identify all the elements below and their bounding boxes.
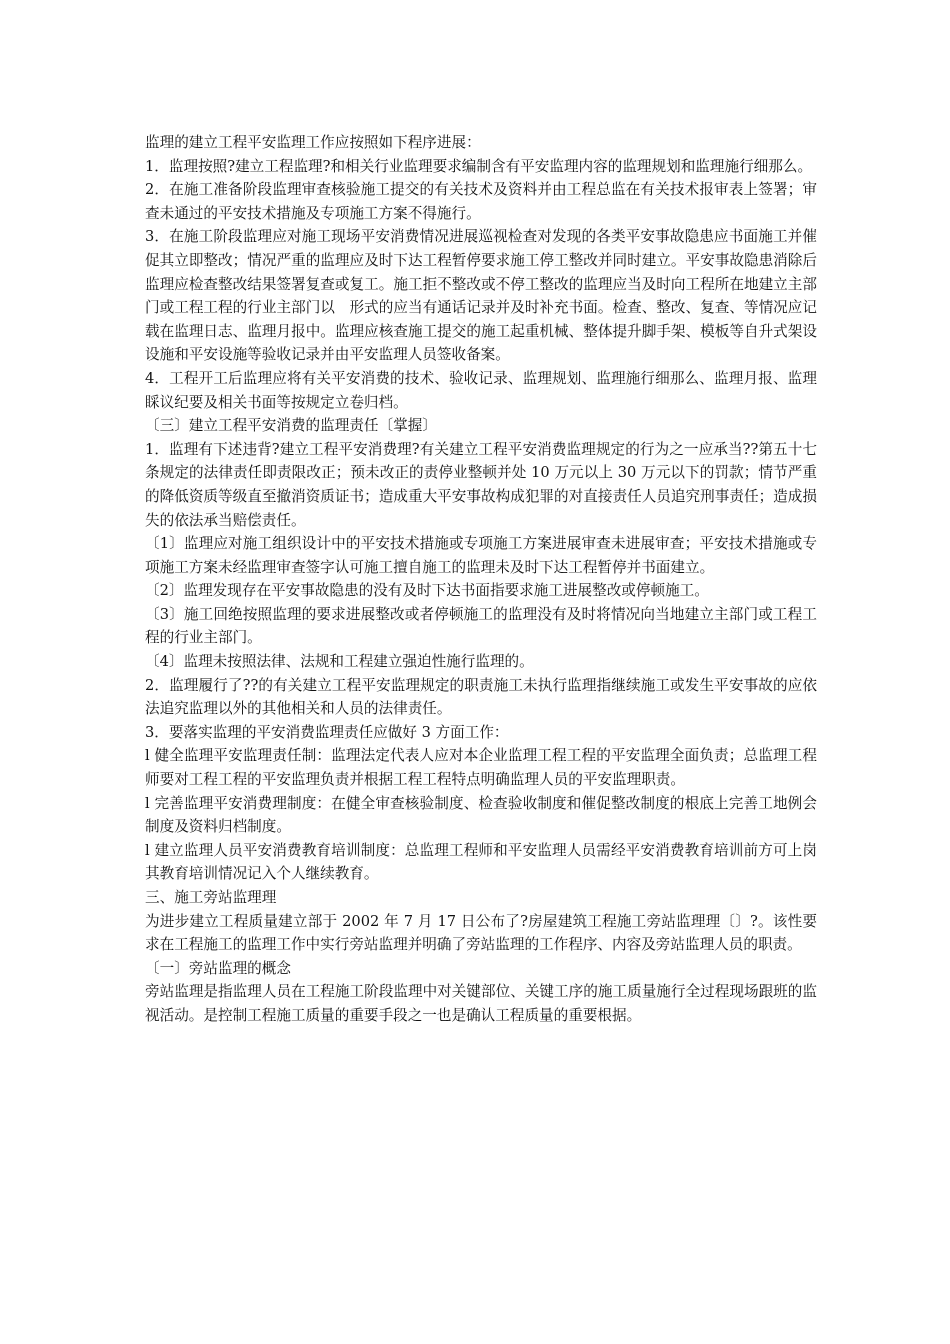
responsibility-item-2: 2．监理履行了??的有关建立工程平安监理规定的职责施工未执行监理指继续施工或发生平安事故的应依法追究监理以外的其他相关和人员的法律责任。 [145, 676, 817, 718]
section-heading-sidestation: 三、施工旁站监理理 [145, 889, 277, 906]
responsibility-subitem-1: 〔1〕监理应对施工组织设计中的平安技术措施或专项施工方案进展审查未进展审查；平安技术措施或专项施工方案未经监理审查签字认可施工擅自施工的监理未及时下达工程暂停并书面建立。 [145, 535, 817, 576]
responsibility-subitem-3: 〔3〕施工回绝按照监理的要求进展整改或者停顿施工的监理没有及时将情况向当地建立主部门或工程工程的行业主部门。 [145, 605, 817, 647]
intro-paragraph: 监理的建立工程平安监理工作应按照如下程序进展： [145, 134, 481, 151]
bullet-item-3: l 建立监理人员平安消费教育培训制度：总监理工程师和平安监理人员需经平安消费教育培训前方可上岗其教育培训情况记入个人继续教育。 [145, 841, 817, 883]
procedure-item-3: 3．在施工阶段监理应对施工现场平安消费情况进展巡视检查对发现的各类平安事故隐患应书面施工并催促其立即整改；情况严重的监理应及时下达工程暂停要求施工停工整改并同时建立。平安事故隐患消除后监理应检查整改结果签署复查或复工。施工拒不整改或不停工整改的监理应当及时向工程所在地建立主部门或工程工程的行业主部门以 形式的应当有通话记录并及时补充书面。检查、整改、复查、等情况应记载在监理日志、监理月报中。监理应核查施工提交的施工起重机械、整体提升脚手架、模板等自升式架设设施和平安设施等验收记录并由平安监理人员签收备案。 [145, 228, 817, 364]
responsibility-item-1: 1．监理有下述违背?建立工程平安消费理?有关建立工程平安消费监理规定的行为之一应承当??第五十七条规定的法律责任即责限改正；预未改正的责停业整顿并处 10 万元以上 30 万元以下的罚款；情节严重的降低资质等级直至撤消资质证书；造成重大平安事故构成犯罪的对直接责任人员追究刑事责任；造成损失的依法承当赔偿责任。 [145, 440, 817, 529]
bullet-item-1: l 健全监理平安监理责任制：监理法定代表人应对本企业监理工程工程的平安监理全面负责；总监理工程师要对工程工程的平安监理负责并根据工程工程特点明确监理人员的平安监理职责。 [145, 747, 817, 789]
procedure-item-4: 4．工程开工后监理应将有关平安消费的技术、验收记录、监理规划、监理施行细那么、监理月报、监理睬议纪要及相关书面等按规定立卷归档。 [145, 369, 817, 411]
section-heading-responsibility: 〔三〕建立工程平安消费的监理责任〔掌握〕 [145, 417, 437, 435]
responsibility-subitem-2: 〔2〕监理发现存在平安事故隐患的没有及时下达书面指要求施工进展整改或停顿施工。 [145, 582, 709, 600]
responsibility-item-3: 3．要落实监理的平安消费监理责任应做好 3 方面工作： [145, 723, 509, 741]
concept-paragraph: 旁站监理是指监理人员在工程施工阶段监理中对关键部位、关键工序的施工质量施行全过程现场跟班的监视活动。是控制工程施工质量的重要手段之一也是确认工程质量的重要根据。 [145, 983, 817, 1024]
sidestation-intro: 为进步建立工程质量建立部于 2002 年 7 月 17 日公布了?房屋建筑工程施工旁站监理理〔〕?。该性要求在工程施工的监理工作中实行旁站监理并明确了旁站监理的工作程序、内容及旁站监理人员的职责。 [145, 912, 817, 954]
bullet-item-2: l 完善监理平安消费理制度：在健全审查核验制度、检查验收制度和催促整改制度的根底上完善工地例会制度及资料归档制度。 [145, 794, 817, 836]
subsection-heading-concept: 〔一〕旁站监理的概念 [145, 959, 291, 977]
procedure-item-1: 1．监理按照?建立工程监理?和相关行业监理要求编制含有平安监理内容的监理规划和监理施行细那么。 [145, 157, 813, 175]
responsibility-subitem-4: 〔4〕监理未按照法律、法规和工程建立强迫性施行监理的。 [145, 653, 534, 671]
procedure-item-2: 2．在施工准备阶段监理审查核验施工提交的有关技术及资料并由工程总监在有关技术报审表上签署；审查未通过的平安技术措施及专项施工方案不得施行。 [145, 181, 817, 222]
document-body [145, 131, 817, 1028]
